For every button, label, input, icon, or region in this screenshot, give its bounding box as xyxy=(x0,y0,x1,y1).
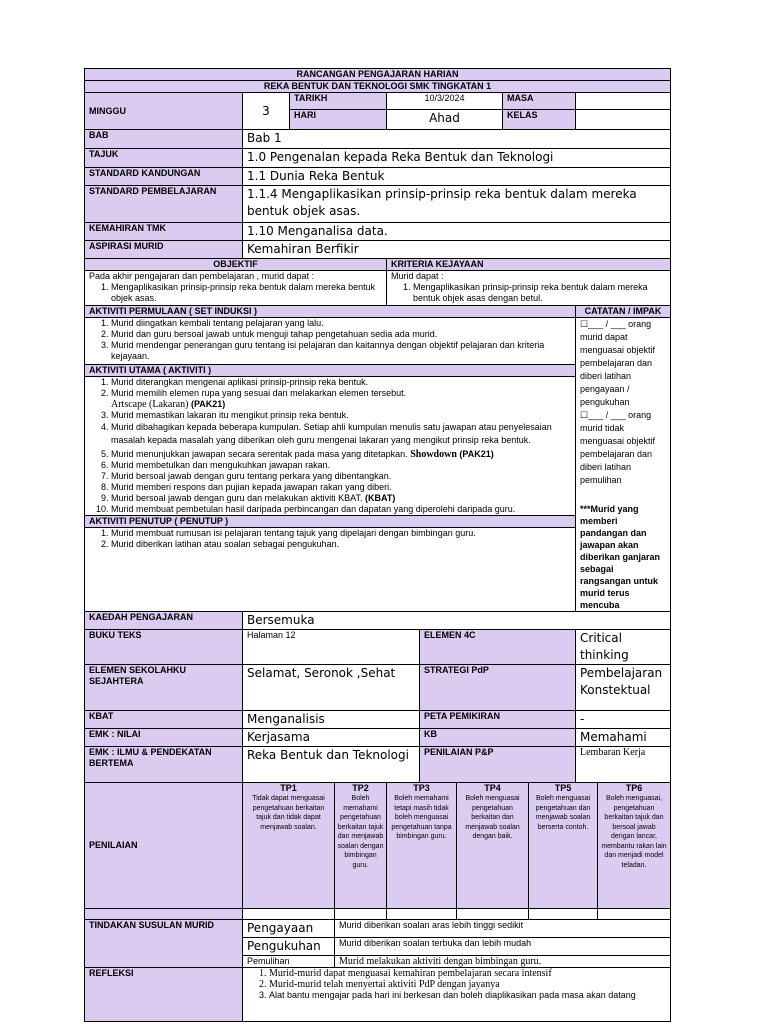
tp4-cell xyxy=(457,783,529,909)
emk-nilai-value: Kerjasama xyxy=(243,729,420,747)
list-item: 3. Murid memastikan lakaran itu mengikut prinsip reka bentuk. xyxy=(111,410,571,421)
aktiviti-permulaan-list xyxy=(89,318,571,364)
tp-empty-cell xyxy=(457,909,529,920)
peta-pemikiran-value: - xyxy=(576,711,671,729)
tarikh-label: TARIKH xyxy=(290,93,387,110)
tp2-cell xyxy=(335,783,387,909)
aspirasi-murid-label: ASPIRASI MURID xyxy=(85,241,243,259)
objektif-intro: Pada akhir pengajaran dan pembelajaran , murid dapat : xyxy=(89,271,315,281)
penilaian-pp-value: Lembaran Kerja xyxy=(576,747,671,783)
showdown-tool: Showdown xyxy=(410,449,457,460)
tp-description: Boleh menguasai pengetahuan berkaitan dan menjawab soalan dengan baik. xyxy=(465,795,520,840)
list-item: 1. Murid diingatkan kembali tentang pelajaran yang lalu. xyxy=(111,318,571,329)
kelas-label: KELAS xyxy=(503,110,576,130)
emk-ilmu-value: Reka Bentuk dan Teknologi xyxy=(243,747,420,783)
refleksi-list xyxy=(247,968,666,1001)
tp-description: Boleh menguasai, pengetahuan berkaitan tajuk dan bersoal jawab dengan lancar, membantu rakan lain dan menjadi model teladan. xyxy=(601,795,667,869)
minggu-value: 3 xyxy=(243,93,290,130)
kemahiran-tmk-label: KEMAHIRAN TMK xyxy=(85,223,243,241)
tp-empty-cell xyxy=(335,909,387,920)
list-item: 7. Murid bersoal jawab dengan guru tentang perkara yang dibentangkan. xyxy=(111,471,571,482)
objektif-label: OBJEKTIF xyxy=(85,259,387,271)
masa-value xyxy=(576,93,671,110)
tp-heading: TP1 xyxy=(280,783,297,793)
tp-heading: TP6 xyxy=(625,783,643,793)
tp5-cell xyxy=(529,783,598,909)
tp-heading: TP3 xyxy=(413,783,430,793)
emk-ilmu-label: EMK : ILMU & PENDEKATAN BERTEMA xyxy=(85,747,243,783)
bab-label: BAB xyxy=(85,130,243,149)
sekolahku-value: Selamat, Seronok ,Sehat xyxy=(243,665,420,711)
hari-value: Ahad xyxy=(387,110,503,130)
tp-empty-cell xyxy=(529,909,598,920)
tindakan-susulan-label: TINDAKAN SUSULAN MURID xyxy=(85,920,243,968)
susulan-pengukuhan: Pengukuhan xyxy=(243,938,335,956)
activities-cell xyxy=(85,306,576,612)
list-item: 4. Murid dibahagikan kepada beberapa kumpulan. Setiap ahli kumpulan menulis satu jawapan atau penyelesaian masalah kepada masalah yang diberikan oleh guru mengenai lakaran yang mengikut prinsip reka bentuk. xyxy=(111,421,571,447)
tp-heading: TP5 xyxy=(554,783,572,793)
list-item: 1. Murid membuat rumusan isi pelajaran tentang tajuk yang dipelajari dengan bimbingan guru. xyxy=(111,528,571,539)
list-item: 2. Murid-murid telah menyertai aktiviti PdP dengan jayanya xyxy=(269,979,666,990)
tp-empty-cell xyxy=(387,909,457,920)
refleksi-label: REFLEKSI xyxy=(85,968,243,1022)
tp-heading: TP2 xyxy=(352,783,369,793)
buku-teks-value: Halaman 12 xyxy=(243,630,420,665)
kaedah-label: KAEDAH PENGAJARAN xyxy=(85,612,243,630)
catatan-label: CATATAN / IMPAK xyxy=(576,306,670,318)
kb-value: Memahami xyxy=(576,729,671,747)
susulan-pemulihan-value: Murid melakukan aktiviti dengan bimbingan guru. xyxy=(335,956,671,968)
catatan-note: ***Murid yang memberi pandangan dan jawapan akan diberikan ganjaran sebagai rangsangan untuk murid terus mencuba xyxy=(580,504,661,610)
catatan-line1: ☐___ / ___ orang murid dapat menguasai objektif pembelajaran dan diberi latihan pengayaan / pengukuhan xyxy=(580,319,656,407)
pak21-tag: (PAK21) xyxy=(190,399,226,409)
aspirasi-murid-value: Kemahiran Berfikir xyxy=(243,241,671,259)
list-item: 1. Murid diterangkan mengenai aplikasi prinsip-prinsip reka bentuk. xyxy=(111,377,571,388)
list-item: 6. Murid membetulkan dan mengukuhkan jawapan rakan. xyxy=(111,460,571,471)
kbat-value: Menganalisis xyxy=(243,711,420,729)
standard-pembelajaran-value: 1.1.4 Mengaplikasikan prinsip-prinsip reka bentuk dalam mereka bentuk objek asas. xyxy=(243,186,671,223)
buku-teks-label: BUKU TEKS xyxy=(85,630,243,665)
kriteria-content xyxy=(387,271,671,306)
aktiviti-utama-label: AKTIVITI UTAMA ( AKTIVITI ) xyxy=(85,364,575,377)
kbat-label: KBAT xyxy=(85,711,243,729)
strategi-value: Pembelajaran Konstektual xyxy=(576,665,671,711)
list-item: 1. Murid-murid dapat menguasai kemahiran pembelajaran secara intensif xyxy=(269,968,666,979)
artscape-tool: Artscape (Lakaran) xyxy=(111,399,189,410)
tp-empty-cell xyxy=(243,909,335,920)
penilaian-spacer-label xyxy=(85,909,243,920)
aktiviti-penutup-label: AKTIVITI PENUTUP ( PENUTUP ) xyxy=(85,515,575,528)
kemahiran-tmk-value: 1.10 Menganalisa data. xyxy=(243,223,671,241)
pak21-tag: (PAK21) xyxy=(459,449,494,459)
standard-kandungan-value: 1.1 Dunia Reka Bentuk xyxy=(243,168,671,186)
tajuk-value: 1.0 Pengenalan kepada Reka Bentuk dan Teknologi xyxy=(243,149,671,168)
tp-empty-cell xyxy=(598,909,671,920)
aktiviti-permulaan-label: AKTIVITI PERMULAAN ( SET INDUKSI ) xyxy=(85,306,575,318)
susulan-pengayaan: Pengayaan xyxy=(243,920,335,938)
tarikh-value: 10/3/2024 xyxy=(387,93,503,110)
minggu-label: MINGGU xyxy=(85,93,243,130)
penilaian-label: PENILAIAN xyxy=(85,783,243,909)
masa-label: MASA xyxy=(503,93,576,110)
peta-pemikiran-label: PETA PEMIKIRAN xyxy=(420,711,576,729)
elemen-4c-label: ELEMEN 4C xyxy=(420,630,576,665)
list-item: 10. Murid membuat pembetulan hasil daripada perbincangan dan dapatan yang diperolehi daripada guru. xyxy=(111,504,571,515)
aktiviti-utama-list xyxy=(89,377,571,515)
list-item xyxy=(111,493,571,504)
tp-description: Tidak dapat menguasai pengetahuan berkaitan tajuk dan tidak dapat menjawab soalan. xyxy=(252,795,325,831)
kb-label: KB xyxy=(420,729,576,747)
list-item-text: Murid memilih elemen rupa yang sesuai dan melakarkan elemen tersebut. xyxy=(111,388,407,398)
strategi-label: STRATEGI PdP xyxy=(420,665,576,711)
standard-kandungan-label: STANDARD KANDUNGAN xyxy=(85,168,243,186)
tp6-cell xyxy=(598,783,671,909)
list-item: 8. Murid memberi respons dan pujian kepada jawapan rakan yang diberi. xyxy=(111,482,571,493)
list-item-text: Murid bersoal jawab dengan guru dan melakukan aktiviti KBAT. xyxy=(111,493,363,503)
tp3-cell xyxy=(387,783,457,909)
elemen-4c-value: Critical thinking xyxy=(576,630,671,665)
penilaian-pp-label: PENILAIAN P&P xyxy=(420,747,576,783)
bab-value: Bab 1 xyxy=(243,130,671,149)
tp-heading: TP4 xyxy=(484,783,501,793)
hari-label: HARI xyxy=(290,110,387,130)
susulan-pemulihan: Pemulihan xyxy=(243,956,335,968)
tajuk-label: TAJUK xyxy=(85,149,243,168)
list-item-text: Murid menunjukkan jawapan secara serentak pada masa yang ditetapkan. xyxy=(111,449,408,459)
tp-description: Boleh memahami tetapi masih tidak boleh menguasai pengetahuan tanpa bimbingan guru. xyxy=(391,795,452,840)
lesson-plan-document xyxy=(84,68,670,1022)
kriteria-label: KRITERIA KEJAYAAN xyxy=(387,259,671,271)
list-item: 3. Murid mendengar penerangan guru tentang isi pelajaran dan kaitannya dengan objektif pelajaran dan kriteria kejayaan. xyxy=(111,340,571,362)
emk-nilai-label: EMK : NILAI xyxy=(85,729,243,747)
objektif-content xyxy=(85,271,387,306)
objektif-item: 1. Mengaplikasikan prinsip-prinsip reka bentuk dalam mereka bentuk objek asas. xyxy=(111,282,382,304)
kelas-value xyxy=(576,110,671,130)
list-item: 2. Murid dan guru bersoal jawab untuk menguji tahap pengetahuan sedia ada murid. xyxy=(111,329,571,340)
plan-subtitle: REKA BENTUK DAN TEKNOLOGI SMK TINGKATAN 1 xyxy=(85,81,671,93)
tp1-cell xyxy=(243,783,335,909)
list-item xyxy=(111,388,571,410)
list-item: 2. Murid diberikan latihan atau soalan sebagai pengukuhan. xyxy=(111,539,571,550)
catatan-line2: ☐___ / ___ orang murid tidak menguasai objektif pembelajaran dan diberi latihan pemulihan xyxy=(580,410,656,485)
list-item: 3. Alat bantu mengajar pada hari ini berkesan dan boleh diaplikasikan pada masa akan datang xyxy=(269,990,666,1001)
tp-description: Boleh memahami pengetahuan berkaitan tajuk dan menjawab soalan dengan bimbingan guru. xyxy=(337,795,384,869)
plan-title: RANCANGAN PENGAJARAN HARIAN xyxy=(85,69,671,81)
lesson-plan-table xyxy=(84,68,671,1022)
sekolahku-label: ELEMEN SEKOLAHKU SEJAHTERA xyxy=(85,665,243,711)
list-item xyxy=(111,449,571,460)
tp-description: Boleh menguasai pengetahuan dan menjawab soalan berserta contoh. xyxy=(535,795,591,831)
aktiviti-penutup-list xyxy=(89,528,571,550)
susulan-pengayaan-value: Murid diberikan soalan aras lebih tinggi sedikit xyxy=(335,920,671,938)
catatan-cell xyxy=(576,306,671,612)
refleksi-content xyxy=(243,968,671,1022)
kriteria-intro: Murid dapat : xyxy=(391,271,444,281)
kriteria-item: 1. Mengaplikasikan prinsip-prinsip reka bentuk dalam mereka bentuk objek asas dengan betul. xyxy=(413,282,666,304)
kaedah-value: Bersemuka xyxy=(243,612,671,630)
susulan-pengukuhan-value: Murid diberikan soalan terbuka dan lebih mudah xyxy=(335,938,671,956)
standard-pembelajaran-label: STANDARD PEMBELAJARAN xyxy=(85,186,243,223)
kbat-tag: (KBAT) xyxy=(365,493,396,503)
